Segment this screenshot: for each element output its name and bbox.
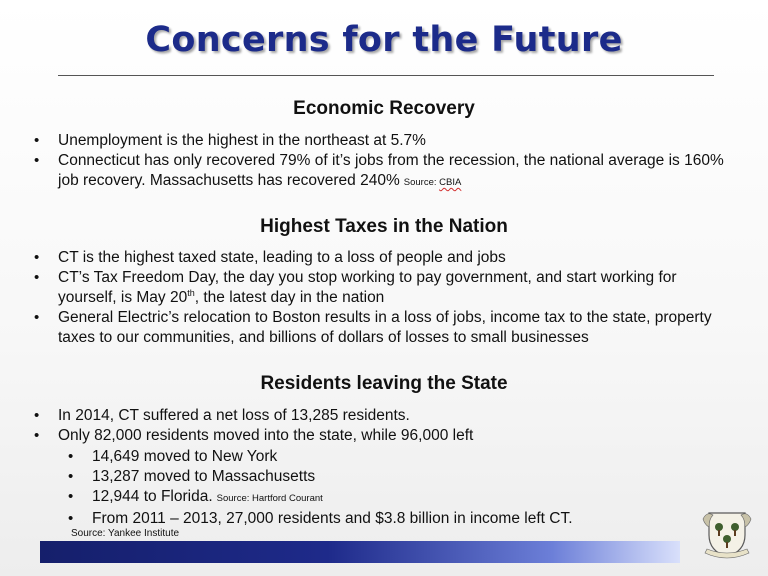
residents-leaving-list [34,406,734,446]
sub-bullet-florida-text: 12,944 to Florida. [92,488,213,505]
highest-taxes-list [34,248,739,348]
source-yankee-institute: Source: Yankee Institute [71,528,180,539]
tax-freedom-superscript: th [187,287,195,298]
section-heading-highest-taxes: Highest Taxes in the Nation [260,216,508,237]
bullet-tax-freedom-day [34,268,739,308]
bullet-moved-in-out: • Only 82,000 residents moved into the state, while 96,000 left [34,426,734,446]
tax-freedom-text-b: , the latest day in the nation [194,289,385,306]
sub-bullet-florida [68,487,708,509]
destinations-list [68,447,708,529]
footer-bar [40,541,680,563]
connecticut-seal-icon [699,505,755,561]
slide-title: Concerns for the Future [145,20,623,60]
bullet-job-recovery [34,151,734,193]
tax-freedom-text-a: CT’s Tax Freedom Day, the day you stop working to pay government, and start working for yourself, is May 20 [58,269,677,306]
sub-bullet-new-york: • 14,649 moved to New York [68,447,708,467]
bullet-general-electric: • General Electric’s relocation to Boston results in a loss of jobs, income tax to the state, property taxes to our communities, and billions of dollars of losses to small businesses [34,308,739,348]
source-hartford-courant: Source: Hartford Courant [216,493,323,504]
title-divider [58,75,714,76]
economic-recovery-list [34,131,734,193]
source-cbia [404,177,462,188]
bullet-job-recovery-text: Connecticut has only recovered 79% of it’s jobs from the recession, the national average is 160% job recovery. Massachusetts has recovered 240% [58,152,724,189]
bullet-unemployment: • Unemployment is the highest in the northeast at 5.7% [34,131,734,151]
sub-bullet-income-left: • From 2011 – 2013, 27,000 residents and $3.8 billion in income left CT. [68,509,708,529]
source-cbia-prefix: Source: [403,177,440,188]
bullet-net-loss: • In 2014, CT suffered a net loss of 13,285 residents. [34,406,734,426]
sub-bullet-massachusetts: • 13,287 moved to Massachusetts [68,467,708,487]
section-heading-economic-recovery: Economic Recovery [293,98,475,119]
section-heading-residents-leaving: Residents leaving the State [260,373,508,394]
source-cbia-name: CBIA [439,177,462,188]
bullet-highest-taxed: • CT is the highest taxed state, leading to a loss of people and jobs [34,248,739,268]
